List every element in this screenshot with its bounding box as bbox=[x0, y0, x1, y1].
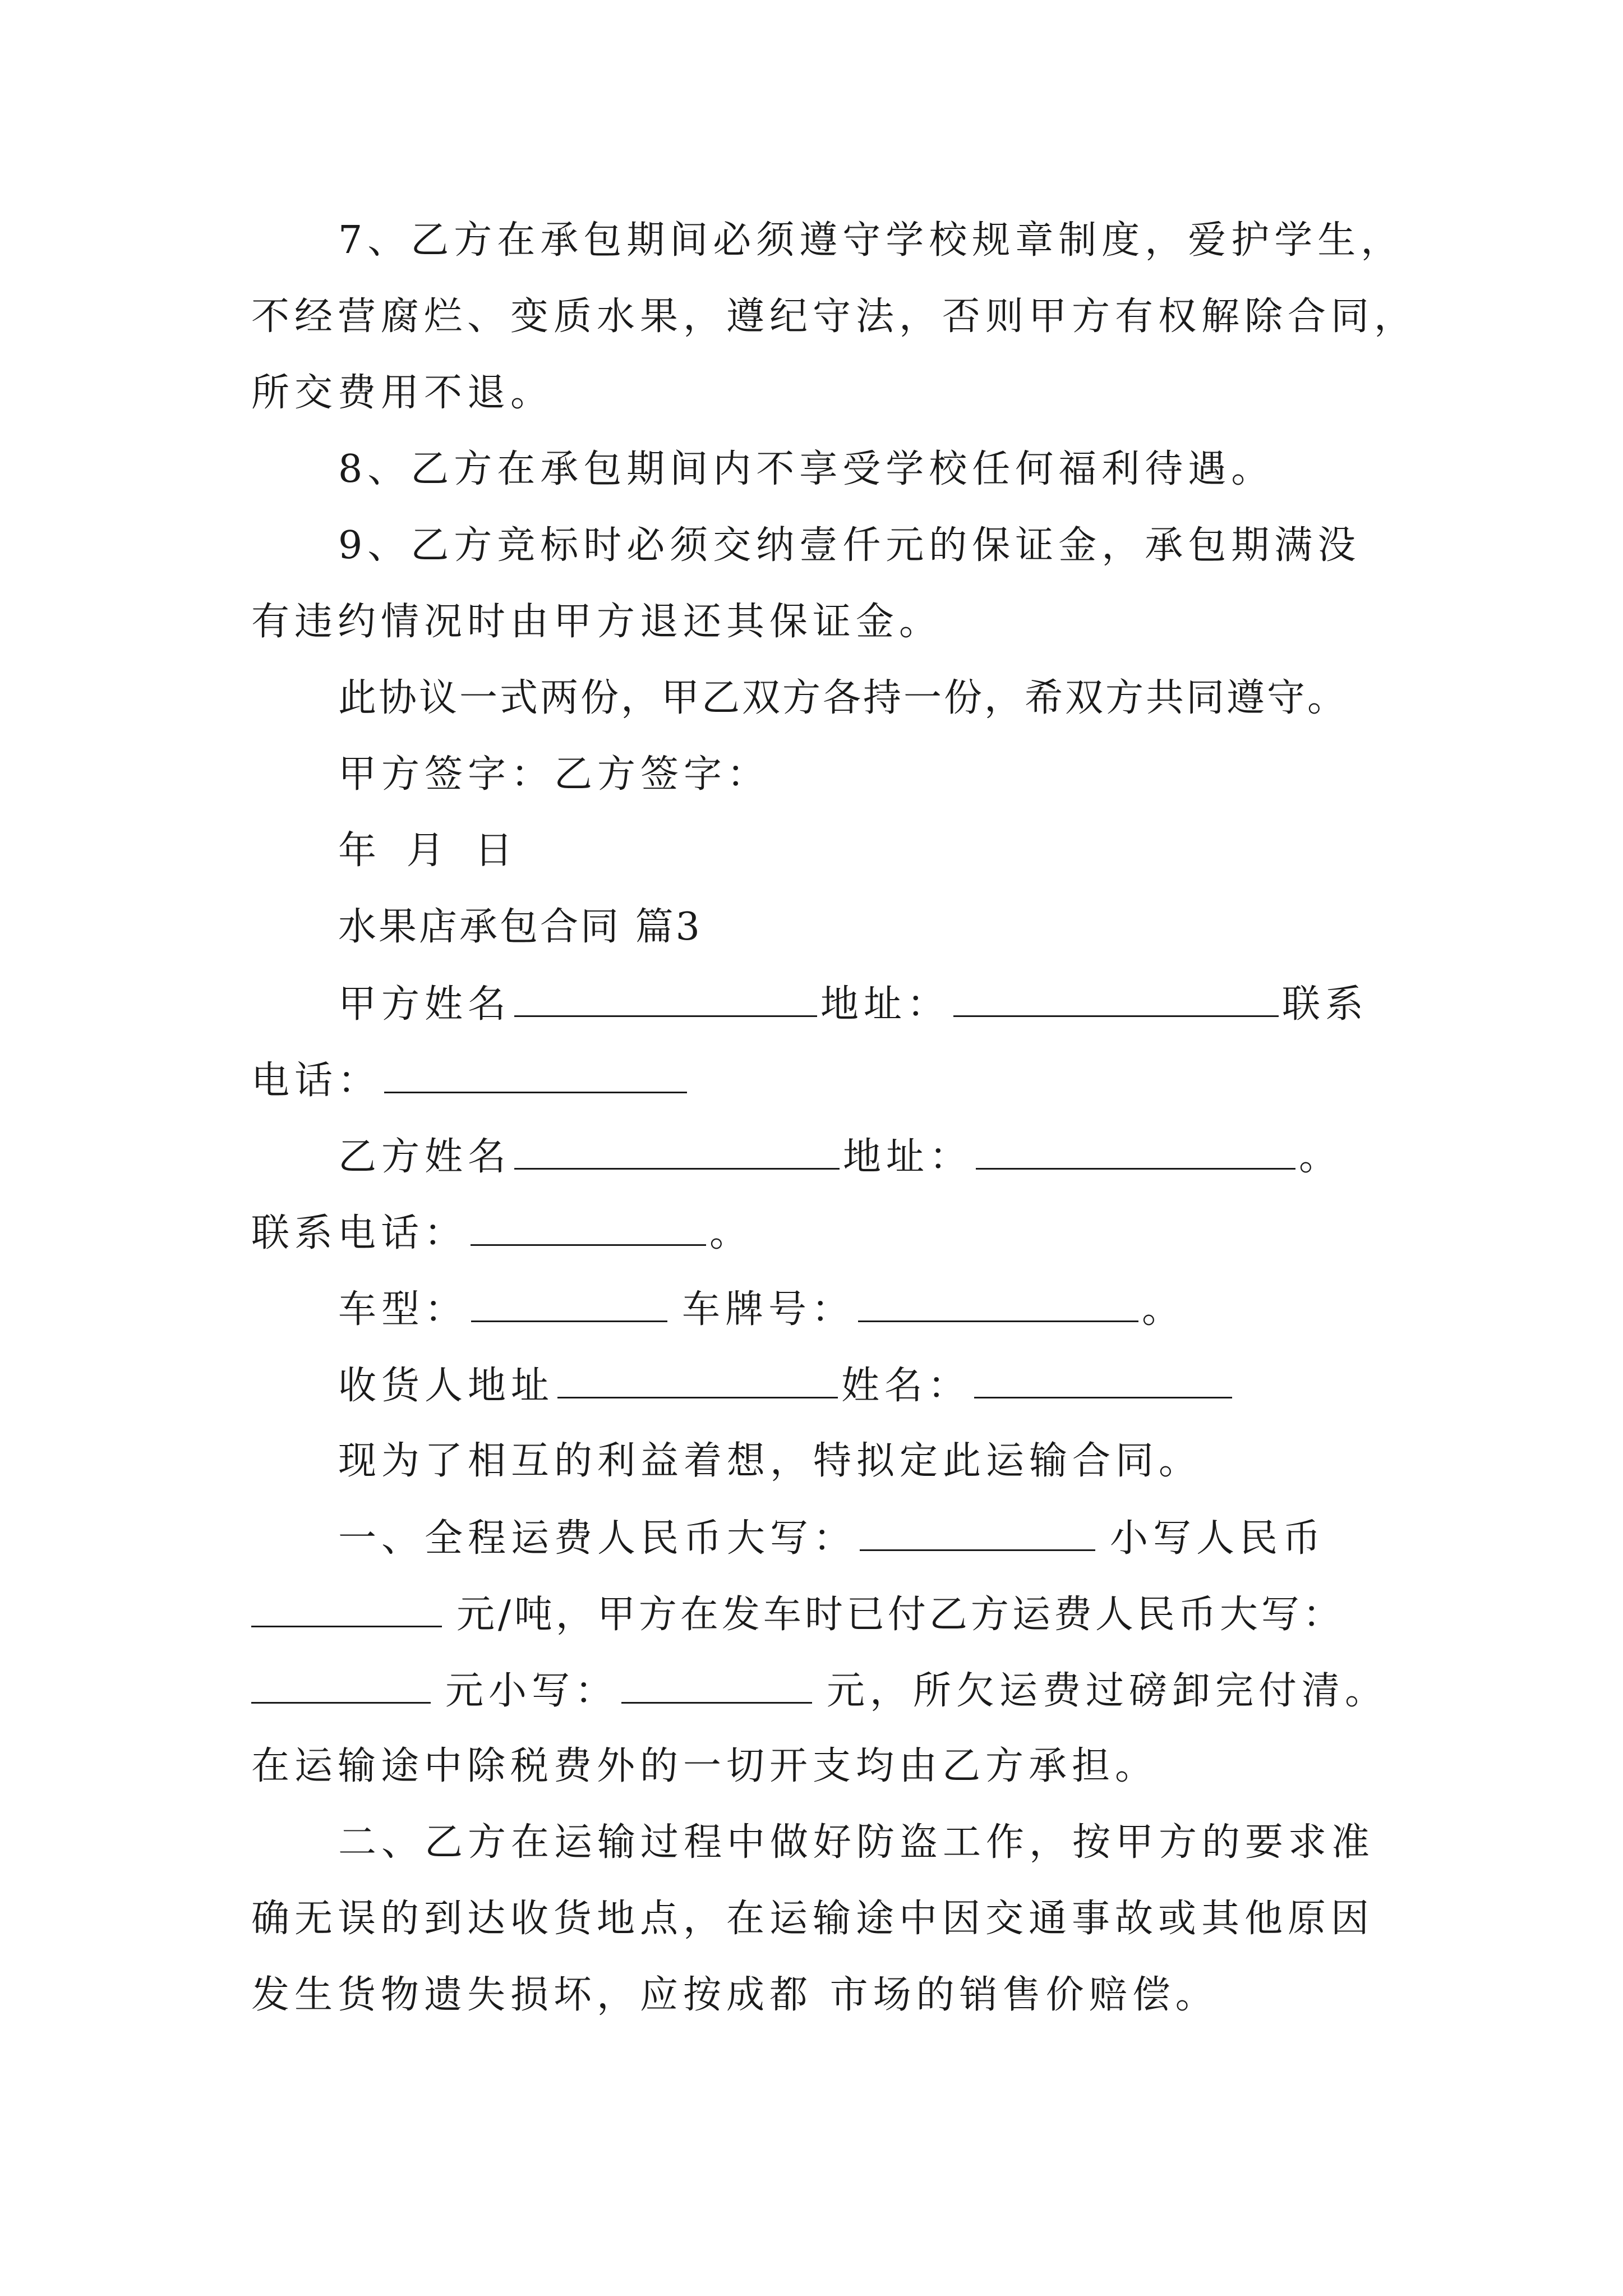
article-1-line-3-b: 元，所欠运费过磅卸完付清。 bbox=[827, 1669, 1389, 1713]
party-a-name-label: 甲方姓名 bbox=[338, 982, 511, 1027]
party-b-phone-end: 。 bbox=[709, 1211, 753, 1255]
consignee-name-label: 姓名： bbox=[841, 1364, 971, 1408]
party-b-phone-line bbox=[251, 1207, 753, 1258]
clause-8: 8、乙方在承包期间内不享受学校任何福利待遇。 bbox=[338, 447, 1275, 491]
vehicle-plate-label: 车牌号： bbox=[682, 1287, 855, 1332]
vehicle-type-field[interactable] bbox=[471, 1283, 667, 1322]
party-b-address-label: 地址： bbox=[843, 1135, 973, 1179]
clause-9-line-1: 9、乙方竞标时必须交纳壹仟元的保证金，承包期满没 bbox=[338, 523, 1361, 568]
prepaid-uppercase-field[interactable] bbox=[251, 1665, 431, 1704]
article-1-line-1-a: 一、全程运费人民币大写： bbox=[338, 1516, 857, 1561]
total-freight-uppercase-field[interactable] bbox=[860, 1512, 1095, 1551]
party-b-name-label: 乙方姓名 bbox=[338, 1135, 511, 1179]
consignee-name-field[interactable] bbox=[974, 1360, 1232, 1398]
vehicle-type-label: 车型： bbox=[338, 1287, 468, 1332]
signatures-line: 甲方签字：乙方签字： bbox=[338, 752, 771, 797]
freight-per-ton-field[interactable] bbox=[251, 1589, 442, 1627]
party-a-name-field[interactable] bbox=[514, 978, 817, 1017]
copies-clause: 此协议一式两份，甲乙双方各持一份，希双方共同遵守。 bbox=[338, 676, 1348, 720]
party-b-address-field[interactable] bbox=[976, 1131, 1295, 1170]
consignee-address-label: 收货人地址 bbox=[338, 1364, 555, 1408]
party-a-phone-line bbox=[251, 1055, 690, 1105]
party-b-end-mark: 。 bbox=[1299, 1135, 1343, 1179]
consignee-line bbox=[338, 1360, 1235, 1410]
consignee-address-field[interactable] bbox=[557, 1360, 838, 1398]
vehicle-plate-field[interactable] bbox=[858, 1283, 1138, 1322]
section-title: 水果店承包合同 篇3 bbox=[338, 905, 702, 949]
article-1-line-3 bbox=[251, 1665, 1388, 1715]
party-a-line bbox=[338, 978, 1368, 1029]
party-a-phone-label-1: 联系 bbox=[1282, 982, 1369, 1027]
party-b-phone-field[interactable] bbox=[471, 1207, 706, 1246]
party-a-phone-label-2: 电话： bbox=[251, 1059, 381, 1103]
clause-9-line-2: 有违约情况时由甲方退还其保证金。 bbox=[251, 600, 943, 644]
contract-intro: 现为了相互的利益着想，特拟定此运输合同。 bbox=[338, 1439, 1202, 1483]
article-1-line-4: 在运输途中除税费外的一切开支均由乙方承担。 bbox=[251, 1744, 1159, 1788]
vehicle-end-mark: 。 bbox=[1142, 1287, 1186, 1332]
party-b-name-field[interactable] bbox=[514, 1131, 840, 1170]
party-a-address-label: 地址： bbox=[820, 982, 951, 1027]
date-line: 年 月 日 bbox=[338, 829, 518, 873]
party-b-line bbox=[338, 1131, 1342, 1181]
party-b-phone-label: 联系电话： bbox=[251, 1211, 468, 1255]
article-2-line-1: 二、乙方在运输过程中做好防盗工作，按甲方的要求准 bbox=[338, 1820, 1375, 1865]
article-1-line-1-b: 小写人民币 bbox=[1110, 1516, 1326, 1561]
vehicle-line bbox=[338, 1283, 1185, 1334]
party-a-phone-field[interactable] bbox=[384, 1055, 687, 1093]
article-2-line-2: 确无误的到达收货地点，在运输途中因交通事故或其他原因 bbox=[251, 1897, 1375, 1941]
article-1-line-3-a: 元小写： bbox=[445, 1669, 619, 1713]
clause-7-line-1: 7、乙方在承包期间必须遵守学校规章制度，爱护学生， bbox=[338, 218, 1404, 263]
party-a-address-field[interactable] bbox=[953, 978, 1279, 1017]
article-1-line-2 bbox=[251, 1589, 1344, 1639]
article-1-line-1 bbox=[338, 1512, 1326, 1563]
article-2-line-3: 发生货物遗失损坏，应按成都 市场的销售价赔偿。 bbox=[251, 1973, 1219, 2017]
clause-7-line-3: 所交费用不退。 bbox=[251, 371, 554, 415]
article-1-line-2-text: 元/吨，甲方在发车时已付乙方运费人民币大写： bbox=[457, 1593, 1344, 1637]
clause-7-line-2: 不经营腐烂、变质水果，遵纪守法，否则甲方有权解除合同， bbox=[251, 295, 1418, 339]
prepaid-lowercase-field[interactable] bbox=[621, 1665, 812, 1704]
